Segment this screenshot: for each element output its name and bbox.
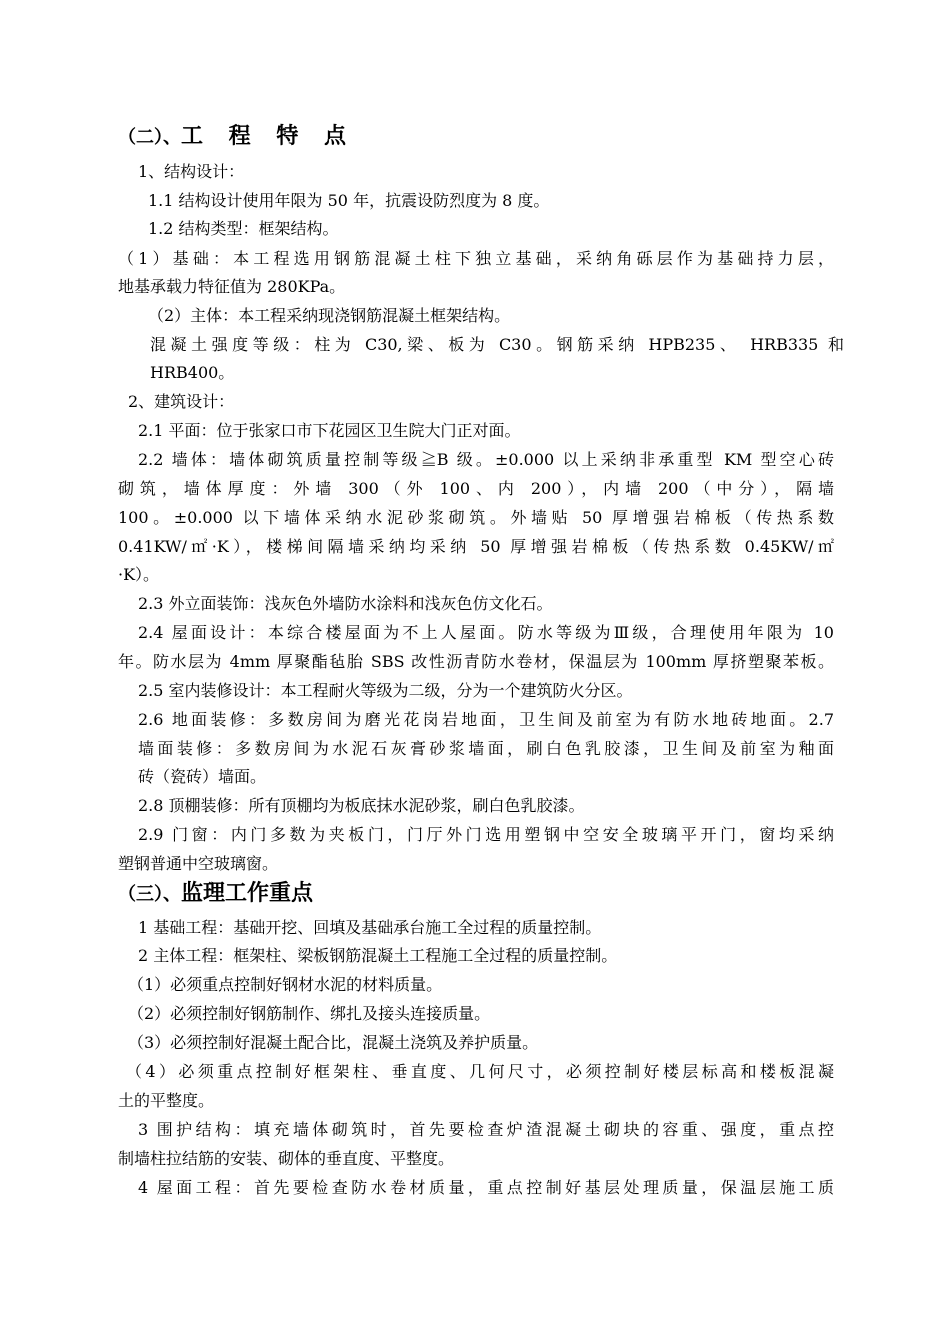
paragraph-line: 2.2 墙体：墙体砌筑质量控制等级≧B 级。±0.000 以上采纳非承重型 KM 型空心砖 <box>138 450 834 469</box>
paragraph-line: 3 围护结构：填充墙体砌筑时，首先要检查炉渣混凝土砌块的容重、强度，重点控 <box>138 1120 834 1139</box>
paragraph-line: 2.6 地面装修：多数房间为磨光花岗岩地面，卫生间及前室为有防水地砖地面。2.7 <box>138 710 834 729</box>
paragraph-line: 2、建筑设计： <box>128 392 235 411</box>
section-heading-title: 工 程 特 点 <box>181 123 355 149</box>
paragraph-line: 2.1 平面：位于张家口市下花园区卫生院大门正对面。 <box>138 421 521 440</box>
paragraph-line: （3）必须控制好混凝土配合比，混凝土浇筑及养护质量。 <box>128 1033 539 1052</box>
paragraph-line: （2）主体：本工程采纳现浇钢筋混凝土框架结构。 <box>148 306 511 325</box>
paragraph-line: 2.9 门窗：内门多数为夹板门，门厅外门选用塑钢中空安全玻璃平开门，窗均采纳 <box>138 825 834 844</box>
paragraph-line: 1.1 结构设计使用年限为 50 年，抗震设防烈度为 8 度。 <box>148 191 550 210</box>
paragraph-line: ·K）。 <box>118 565 160 584</box>
paragraph-line: 地基承载力特征值为 280KPa。 <box>118 277 346 296</box>
paragraph-line: （2）必须控制好钢筋制作、绑扎及接头连接质量。 <box>128 1004 491 1023</box>
paragraph-line: 混凝土强度等级：柱为 C30,梁、板为 C30。钢筋采纳 HPB235、 HRB335 和 <box>150 335 844 354</box>
paragraph-line: 1 基础工程：基础开挖、回填及基础承台施工全过程的质量控制。 <box>138 918 602 937</box>
paragraph-line: 2.5 室内装修设计：本工程耐火等级为二级，分为一个建筑防火分区。 <box>138 681 633 700</box>
paragraph-line: 砖（瓷砖）墙面。 <box>138 767 267 786</box>
paragraph-line: 100。±0.000 以下墙体采纳水泥砂浆砌筑。外墙贴 50 厚增强岩棉板（传热系数 <box>118 508 834 527</box>
paragraph-line: 1.2 结构类型：框架结构。 <box>148 219 339 238</box>
section-heading-engineering-features <box>118 121 355 153</box>
paragraph-line: 2.4 屋面设计：本综合楼屋面为不上人屋面。防水等级为Ⅲ级，合理使用年限为 10 <box>138 623 834 642</box>
section-heading-prefix: （三）、 <box>118 884 181 905</box>
paragraph-line: （1）基础：本工程选用钢筋混凝土柱下独立基础，采纳角砾层作为基础持力层， <box>118 249 834 268</box>
paragraph-line: 土的平整度。 <box>118 1091 215 1110</box>
paragraph-line: 年。防水层为 4mm 厚聚酯毡胎 SBS 改性沥青防水卷材，保温层为 100mm 厚挤塑聚苯板。 <box>118 652 834 671</box>
paragraph-line: 0.41KW/㎡·K），楼梯间隔墙采纳均采纳 50 厚增强岩棉板（传热系数 0.45KW/㎡ <box>118 537 834 556</box>
paragraph-line: 墙面装修：多数房间为水泥石灰膏砂浆墙面，刷白色乳胶漆，卫生间及前室为釉面 <box>138 739 834 758</box>
section-heading-title: 监理工作重点 <box>181 880 314 906</box>
paragraph-line: 制墙柱拉结筋的安装、砌体的垂直度、平整度。 <box>118 1149 455 1168</box>
paragraph-line: 2 主体工程：框架柱、梁板钢筋混凝土工程施工全过程的质量控制。 <box>138 946 618 965</box>
paragraph-line: 塑钢普通中空玻璃窗。 <box>118 854 279 873</box>
paragraph-line: 1、结构设计： <box>138 162 245 181</box>
paragraph-line: HRB400。 <box>150 363 235 382</box>
paragraph-line: 砌筑，墙体厚度：外墙 300（外 100、内 200），内墙 200（中分），隔墙 <box>118 479 834 498</box>
paragraph-line: （4）必须重点控制好框架柱、垂直度、几何尺寸，必须控制好楼层标高和楼板混凝 <box>126 1062 834 1081</box>
paragraph-line: （1）必须重点控制好钢材水泥的材料质量。 <box>128 975 443 994</box>
section-heading-prefix: （二）、 <box>118 127 181 148</box>
section-heading-supervision-focus <box>118 878 313 910</box>
paragraph-line: 4 屋面工程：首先要检查防水卷材质量，重点控制好基层处理质量，保温层施工质 <box>138 1178 834 1197</box>
paragraph-line: 2.3 外立面装饰：浅灰色外墙防水涂料和浅灰色仿文化石。 <box>138 594 553 613</box>
paragraph-line: 2.8 顶棚装修：所有顶棚均为板底抹水泥砂浆，刷白色乳胶漆。 <box>138 796 585 815</box>
